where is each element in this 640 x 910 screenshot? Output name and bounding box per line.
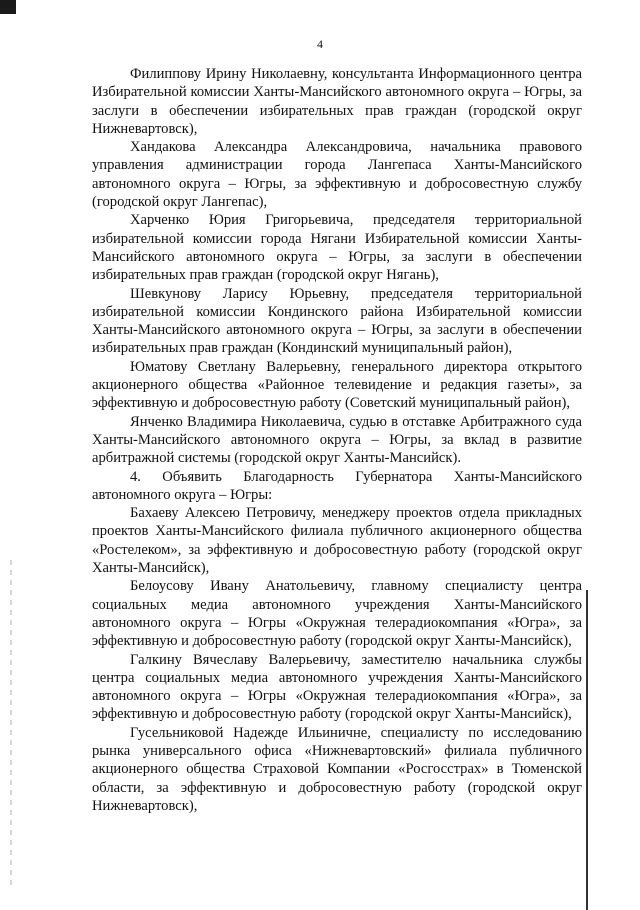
paragraph-yumatova: Юматову Светлану Валерьевну, генерального директора открытого акционерного общества «Районное телевидение и редакция газеты», за эффективную и добросовестную работу (Советский муниципальный район), [92,358,582,412]
paragraph-khandakov: Хандакова Александра Александровича, начальника правового управления администрации города Лангепаса Ханты-Мансийского автономного округа – Югры, за эффективную и добросовестную службу (городской округ Лангепас), [92,139,582,211]
paragraph-filippova: Филиппову Ирину Николаевну, консультанта Информационного центра Избирательной комиссии Ханты-Мансийского автономного округа – Югры, за заслуги в обеспечении избирательных прав граждан (городской округ Нижневартовск), [92,66,582,137]
section-4-heading: 4. Объявить Благодарность Губернатора Ханты-Мансийского автономного округа – Югры: [92,468,582,503]
paragraph-galkin: Галкину Вячеславу Валерьевичу, заместителю начальника службы центра социальных медиа автономного учреждения Ханты-Мансийского автономного округа – Югры «Окружная телерадиокомпания «Югра», за эффективную и добросовестную работу (городской округ Ханты-Мансийск), [92,651,582,723]
scan-corner-mark [0,0,16,14]
paragraph-yanchenko: Янченко Владимира Николаевича, судью в отставке Арбитражного суда Ханты-Мансийского автономного округа – Югры, за вклад в развитие арбитражной системы (городской округ Ханты-Мансийск). [92,413,582,467]
paragraph-bakhaev: Бахаеву Алексею Петровичу, менеджеру проектов отдела прикладных проектов Ханты-Мансийского филиала публичного акционерного общества «Ростелеком», за эффективную и добросовестную работу (городской округ Ханты-Мансийск), [92,505,582,577]
paragraph-kharchenko: Харченко Юрия Григорьевича, председателя территориальной избирательной комиссии города Нягани Избирательной комиссии Ханты-Мансийского автономного округа – Югры, за заслуги в обеспечении избирательных прав граждан (городской округ Нягань), [92,212,582,284]
paragraph-shevkunova: Шевкунову Ларису Юрьевну, председателя территориальной избирательной комиссии Кондинского района Избирательной комиссии Ханты-Мансийского автономного округа – Югры, за заслуги в обеспечении избирательных прав граждан (Кондинский муниципальный район), [92,285,582,357]
paragraph-gusel-nikova: Гусельниковой Надежде Ильиничне, специалисту по исследованию рынка универсального офиса «Нижневартовский» филиала публичного акционерного общества Страховой Компании «Росгосстрах» в Тюменской области, за эффективную и добросовестную работу (городской округ Нижневартовск), [92,724,582,814]
document-body [92,65,582,815]
scan-edge-marks [10,560,12,890]
page-number: 4 [317,37,323,51]
scan-edge-line [586,590,588,910]
paragraph-belousov: Белоусову Ивану Анатольевичу, главному специалисту центра социальных медиа автономного учреждения Ханты-Мансийского автономного округа – Югры «Окружная телерадиокомпания «Югра», за эффективную и добросовестную работу (городской округ Ханты-Мансийск), [92,578,582,650]
